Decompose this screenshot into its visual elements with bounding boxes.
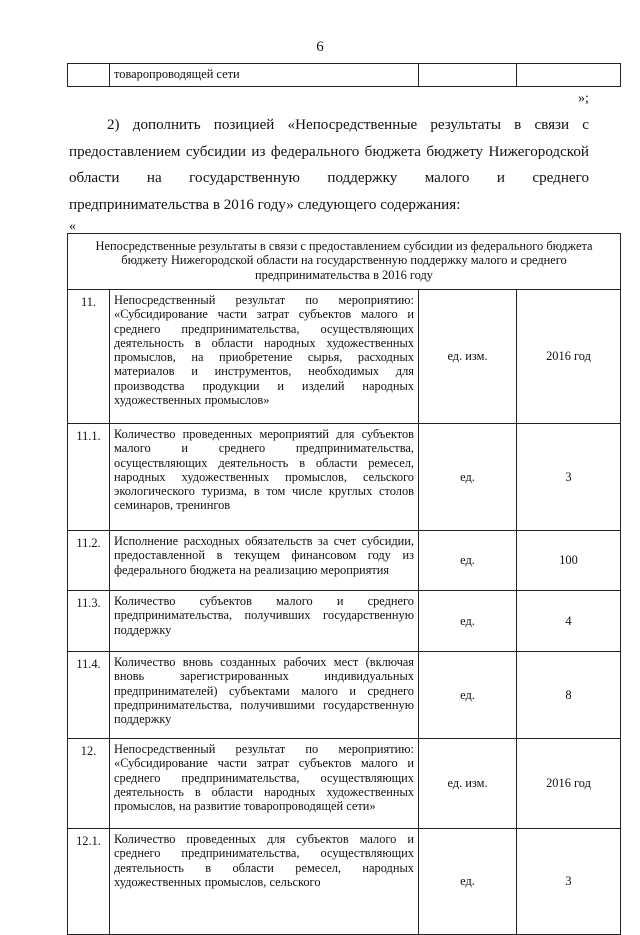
row-unit: ед. (419, 829, 517, 935)
row-value: 4 (517, 591, 621, 652)
row-description: Непосредственный результат по мероприятию: «Субсидирование части затрат субъектов малого и среднего предпринимательства, осуществляющих деятельность в области народных художественных промыслов, на приобретение сырья, расходных материалов и инструментов, необходимых для производства продукции и изделий народных художественных промыслов» (110, 290, 419, 424)
unit-cell (419, 64, 517, 87)
desc-cell (110, 64, 419, 87)
row-value: 3 (517, 829, 621, 935)
row-number: 12.1. (68, 829, 110, 935)
value-cell (517, 64, 621, 87)
row-value: 2016 год (517, 290, 621, 424)
table-header-row (68, 234, 621, 290)
paragraph-text: 2) дополнить позицией «Непосредственные результаты в связи с предоставлением субсидии из федерального бюджета бюджету Нижегородской области на государственную поддержку малого и среднего предпринимательства в 2016 году» следующего содержания: (69, 117, 589, 213)
row-number: 12. (68, 739, 110, 829)
table-row (68, 531, 621, 591)
table-row (68, 64, 621, 87)
row-description: Количество субъектов малого и среднего предпринимательства, получивших государственную поддержку (110, 591, 419, 652)
page-number: 6 (316, 39, 324, 55)
row-value: 2016 год (517, 739, 621, 829)
table-row (68, 829, 621, 935)
desc-text: товаропроводящей сети (114, 67, 240, 81)
row-unit: ед. (419, 424, 517, 531)
row-unit: ед. (419, 652, 517, 739)
table-row (68, 652, 621, 739)
row-unit: ед. (419, 591, 517, 652)
row-unit: ед. изм. (419, 739, 517, 829)
row-description: Количество проведенных для субъектов малого и среднего предпринимательства, осуществляющих деятельность в области ремесел, народных художественных промыслов, сельского (110, 829, 419, 935)
continued-table (67, 63, 621, 87)
table-row (68, 424, 621, 531)
num-cell (68, 64, 110, 87)
row-unit: ед. (419, 531, 517, 591)
row-value: 100 (517, 531, 621, 591)
results-table (67, 233, 621, 935)
row-description: Количество проведенных мероприятий для субъектов малого и среднего предпринимательства, осуществляющих деятельность в области ремесел, народных художественных промыслов, сельского экологического туризма, в том числе круглых столов семинаров, тренингов (110, 424, 419, 531)
amendment-paragraph (69, 112, 589, 218)
row-value: 3 (517, 424, 621, 531)
row-value: 8 (517, 652, 621, 739)
row-number: 11.3. (68, 591, 110, 652)
row-number: 11. (68, 290, 110, 424)
table-row (68, 739, 621, 829)
row-description: Непосредственный результат по мероприятию: «Субсидирование части затрат субъектов малого и среднего предпринимательства, осуществляющих деятельность в области народных художественных промыслов, на развитие товаропроводящей сети» (110, 739, 419, 829)
opening-quote-mark: « (69, 219, 76, 234)
row-number: 11.2. (68, 531, 110, 591)
row-number: 11.1. (68, 424, 110, 531)
closing-quote-mark: »; (578, 91, 589, 106)
table-row (68, 290, 621, 424)
table-row (68, 591, 621, 652)
row-number: 11.4. (68, 652, 110, 739)
row-unit: ед. изм. (419, 290, 517, 424)
row-description: Исполнение расходных обязательств за счет субсидии, предоставленной в текущем финансовом году из федерального бюджета на реализацию мероприятия (110, 531, 419, 591)
row-description: Количество вновь созданных рабочих мест (включая вновь зарегистрированных индивидуальных предпринимателей) субъектами малого и среднего предпринимательства, получившими государственную поддержку (110, 652, 419, 739)
table-header: Непосредственные результаты в связи с предоставлением субсидии из федерального бюджета бюджету Нижегородской области на государственную поддержку малого и среднего предпринимательства в 2016 году (68, 234, 621, 290)
